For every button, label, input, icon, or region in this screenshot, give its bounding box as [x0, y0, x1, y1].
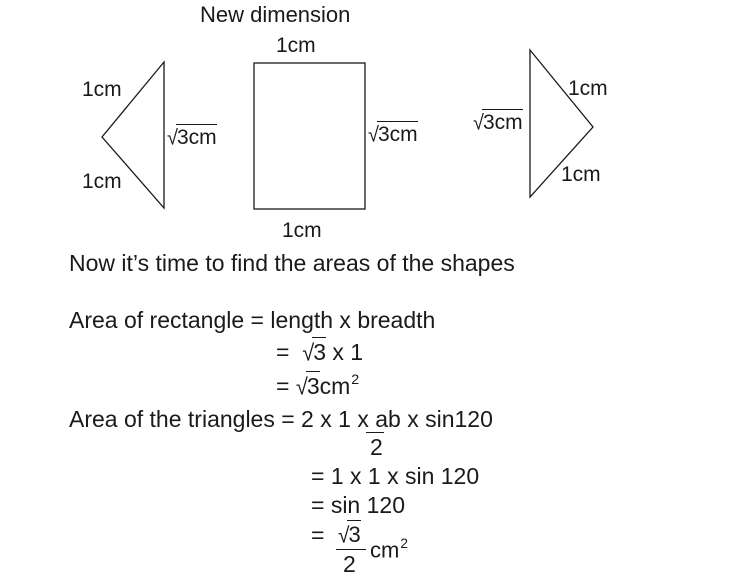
rect-area-formula: Area of rectangle = length x breadth	[69, 307, 436, 333]
triangle-area-step-3-numerator: √3	[338, 522, 361, 548]
triangle-area-step-3-denominator: 2	[343, 551, 356, 577]
rectangle-right-label: √3cm	[368, 123, 418, 147]
formula-fraction-denominator: 2	[370, 434, 383, 460]
figure-heading: New dimension	[200, 2, 351, 27]
right-triangle-lower-label: 1cm	[561, 163, 601, 186]
triangle-area-step-2: = sin 120	[311, 492, 405, 518]
intro-line: Now it’s time to find the areas of the shapes	[69, 250, 515, 276]
triangle-area-step-1: = 1 x 1 x sin 120	[311, 463, 480, 489]
rect-area-step-1: = √3 x 1	[276, 339, 364, 366]
triangle-area-formula: Area of the triangles = 2 x 1 x ab x sin120	[69, 406, 493, 432]
triangle-area-step-3-eq: =	[311, 522, 325, 548]
left-triangle-lower-label: 1cm	[82, 170, 122, 193]
triangle-area-step-3-unit: $cm^2$	[370, 536, 408, 563]
step-3-fraction-bar	[336, 549, 366, 550]
rect-area-step-2: = $√3cm^2$	[276, 372, 360, 400]
right-triangle-upper-label: 1cm	[568, 77, 608, 100]
formula-fraction-bar	[366, 432, 384, 433]
left-triangle-vertical-label: √3cm	[167, 126, 217, 150]
rectangle-top-label: 1cm	[276, 34, 316, 57]
rectangle-bottom-label: 1cm	[282, 219, 322, 242]
rectangle	[254, 63, 365, 209]
formula-fraction-numerator: 1	[338, 406, 351, 432]
left-triangle-upper-label: 1cm	[82, 78, 122, 101]
right-triangle-vertical-label: √3cm	[473, 111, 523, 135]
